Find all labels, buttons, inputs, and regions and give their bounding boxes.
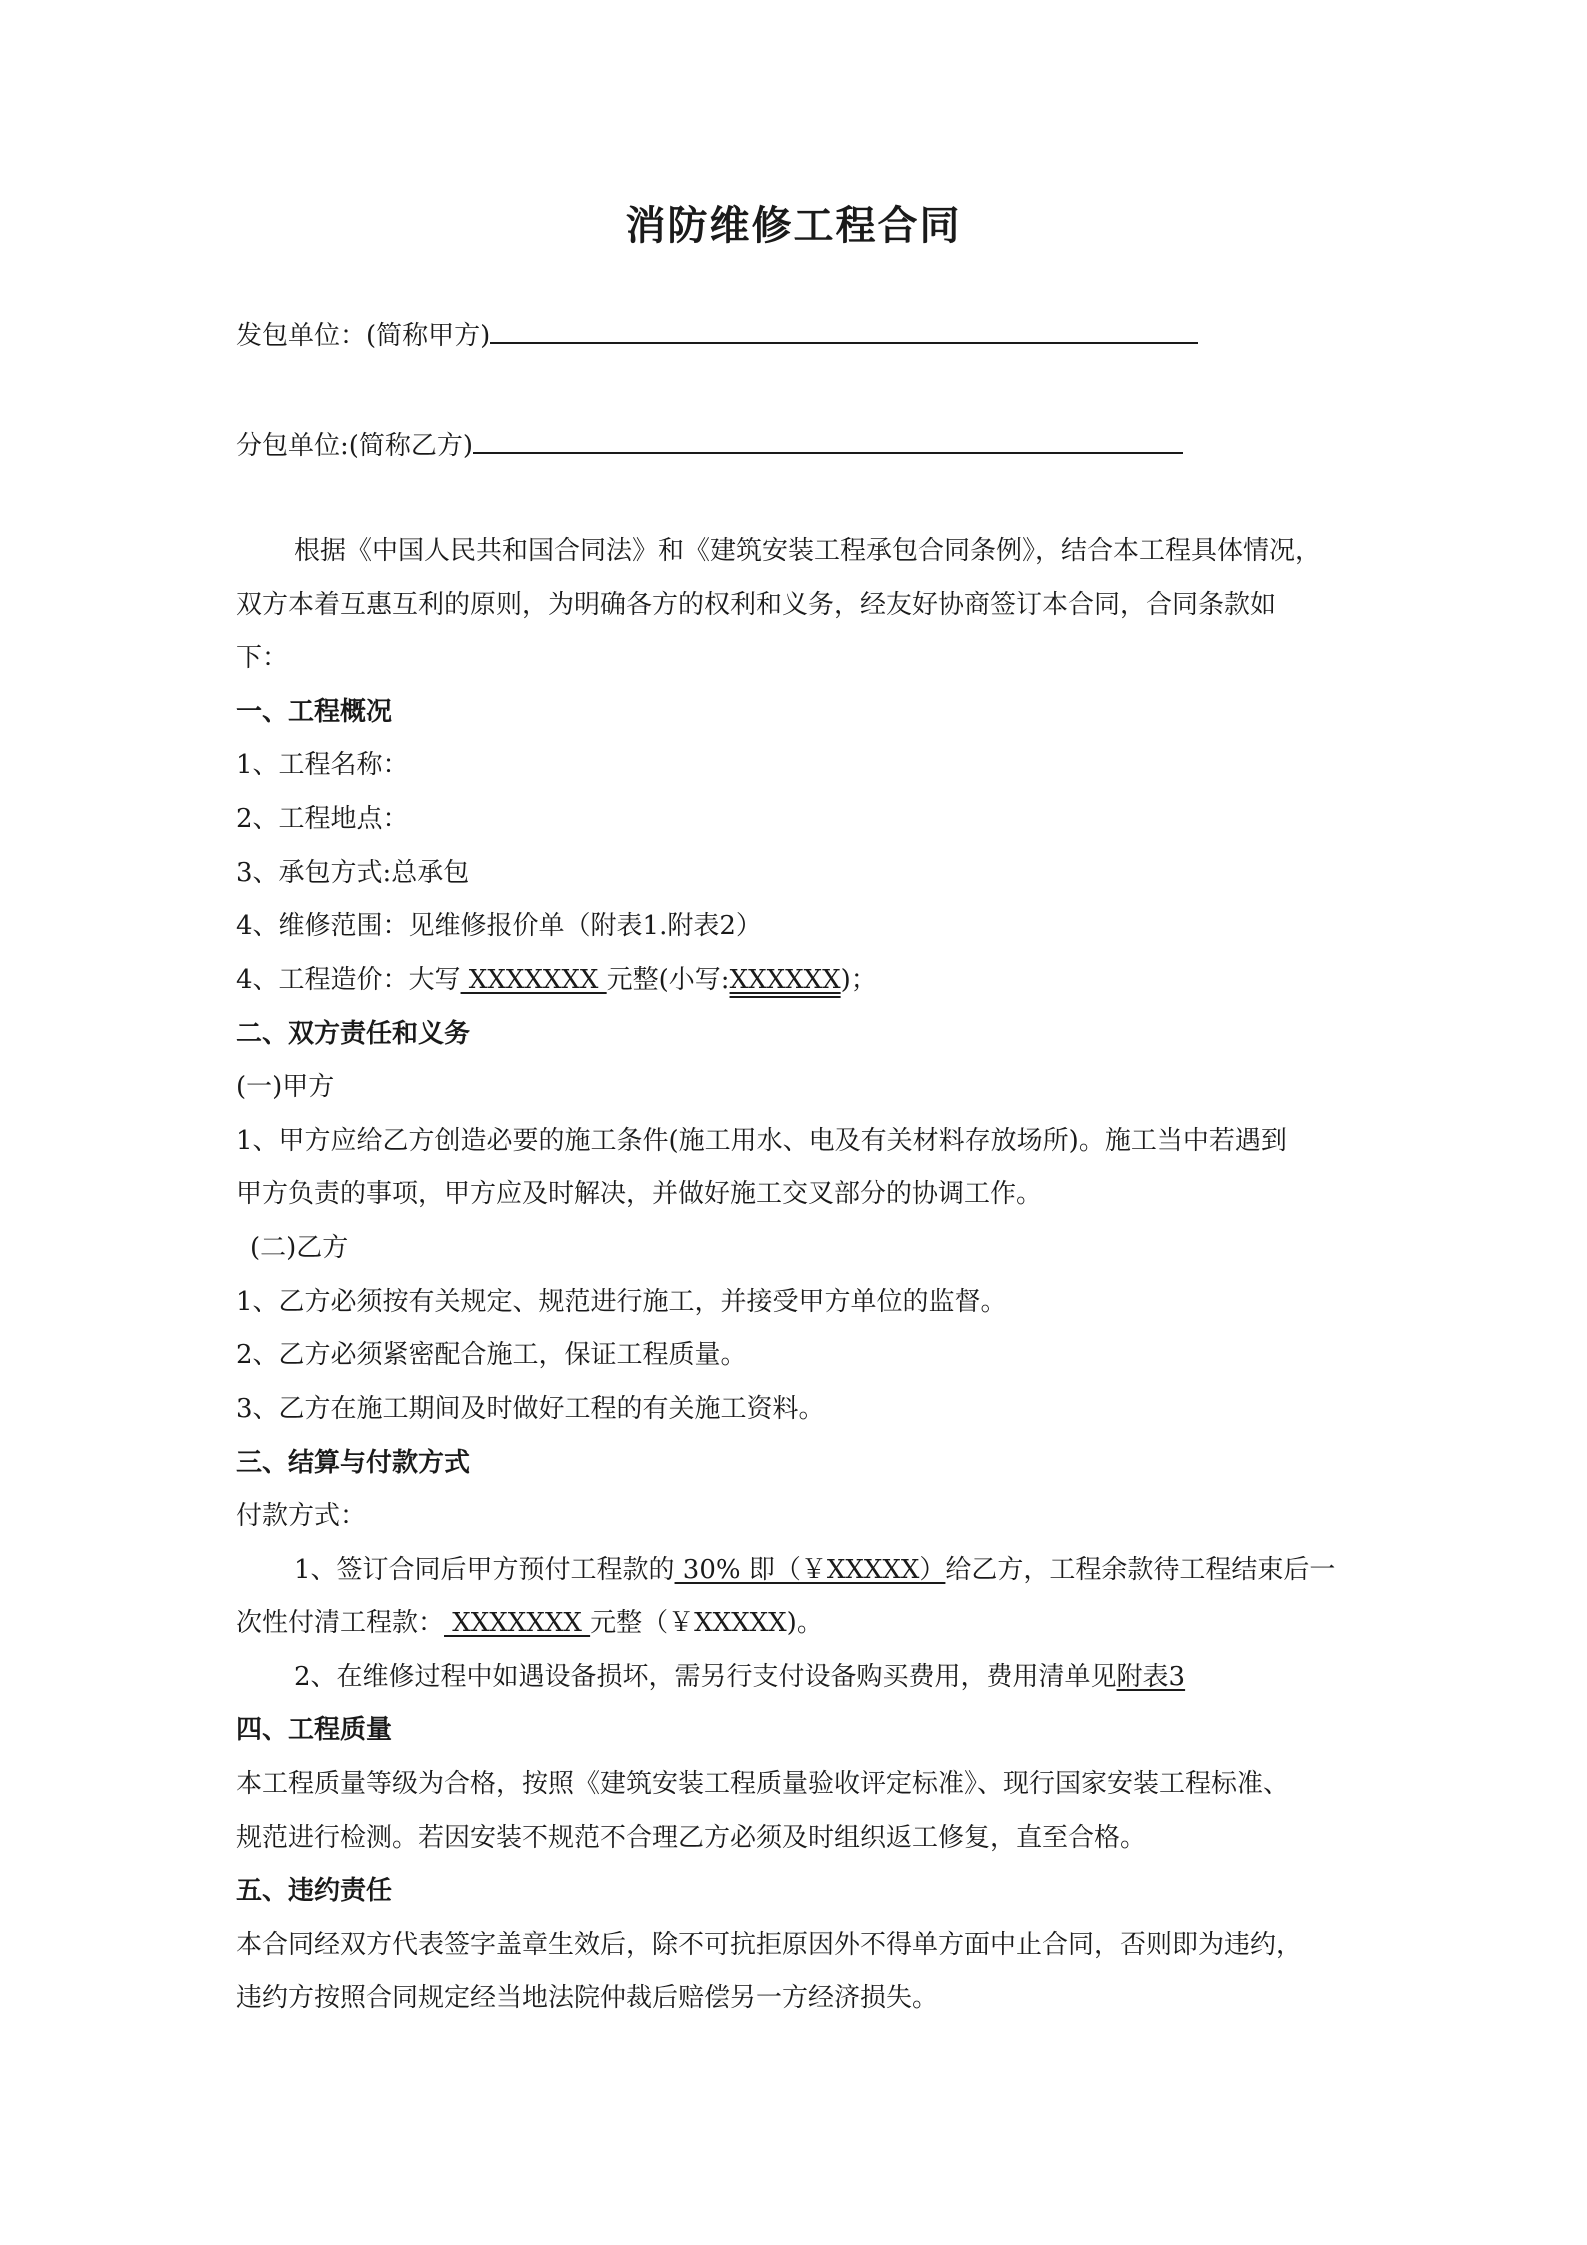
intro-line-3: 下： bbox=[236, 643, 289, 673]
s3-p1-prefix: 1、签订合同后甲方预付工程款的 bbox=[294, 1555, 675, 1585]
s3-p1-line2-prefix: 次性付清工程款： bbox=[236, 1608, 445, 1638]
s1-item-3: 3、承包方式:总承包 bbox=[236, 858, 470, 888]
section-5-heading: 五、违约责任 bbox=[236, 1876, 393, 1906]
party-b-line bbox=[236, 426, 1183, 464]
section-1-heading: 一、工程概况 bbox=[236, 697, 393, 727]
cost-lower-value: XXXXXX bbox=[729, 965, 841, 995]
s3-p1-suffix: 给乙方，工程余款待工程结束后一 bbox=[945, 1555, 1336, 1585]
s4-line-1: 本工程质量等级为合格，按照《建筑安装工程质量验收评定标准》、现行国家安装工程标准、 bbox=[236, 1769, 1290, 1799]
s2-sub-b: (二)乙方 bbox=[250, 1233, 349, 1263]
cost-mid: 元整(小写: bbox=[606, 965, 730, 995]
party-b-label: 分包单位:(简称乙方) bbox=[236, 431, 474, 461]
party-a-label: 发包单位：(简称甲方) bbox=[236, 321, 491, 351]
cost-suffix: )； bbox=[840, 965, 877, 995]
party-b-blank bbox=[473, 426, 1183, 454]
s3-p1-line-2 bbox=[236, 1605, 823, 1641]
page-title: 消防维修工程合同 bbox=[625, 202, 962, 249]
s2-b1: 1、乙方必须按有关规定、规范进行施工，并接受甲方单位的监督。 bbox=[236, 1287, 1007, 1317]
party-a-line bbox=[236, 316, 1198, 354]
s2-b3: 3、乙方在施工期间及时做好工程的有关施工资料。 bbox=[236, 1394, 825, 1424]
intro-line-2: 双方本着互惠互利的原则，为明确各方的权利和义务，经友好协商签订本合同，合同条款如 bbox=[236, 590, 1277, 620]
s1-item-1: 1、工程名称： bbox=[236, 750, 409, 780]
s2-a1-line-1: 1、甲方应给乙方创造必要的施工条件(施工用水、电及有关材料存放场所)。施工当中若遇到 bbox=[236, 1126, 1287, 1156]
party-a-blank bbox=[490, 316, 1198, 344]
section-3-heading: 三、结算与付款方式 bbox=[236, 1448, 471, 1478]
s5-line-1: 本合同经双方代表签字盖章生效后，除不可抗拒原因外不得单方面中止合同，否则即为违约， bbox=[236, 1930, 1303, 1960]
s4-line-2: 规范进行检测。若因安装不规范不合理乙方必须及时组织返工修复，直至合格。 bbox=[236, 1823, 1147, 1853]
s3-p1-line2-suffix: 元整（￥XXXXX)。 bbox=[590, 1608, 823, 1638]
section-2-heading: 二、双方责任和义务 bbox=[236, 1019, 471, 1049]
s3-p2-prefix: 2、在维修过程中如遇设备损坏，需另行支付设备购买费用，费用清单见 bbox=[294, 1662, 1117, 1692]
s2-a1-line-2: 甲方负责的事项，甲方应及时解决，并做好施工交叉部分的协调工作。 bbox=[236, 1179, 1043, 1209]
intro-line-1: 根据《中国人民共和国合同法》和《建筑安装工程承包合同条例》，结合本工程具体情况， bbox=[294, 536, 1322, 566]
s3-method: 付款方式： bbox=[236, 1501, 367, 1531]
s5-line-2: 违约方按照合同规定经当地法院仲裁后赔偿另一方经济损失。 bbox=[236, 1983, 939, 2013]
advance-amount: 30% 即（￥XXXXX） bbox=[674, 1555, 946, 1585]
cost-upper-value: XXXXXXX bbox=[460, 965, 607, 995]
s1-item-2: 2、工程地点： bbox=[236, 804, 409, 834]
section-4-heading: 四、工程质量 bbox=[236, 1715, 393, 1745]
s1-item-4: 4、维修范围：见维修报价单（附表1.附表2） bbox=[236, 911, 762, 941]
s3-p1-line-1 bbox=[294, 1552, 1335, 1588]
cost-prefix: 4、工程造价：大写 bbox=[236, 965, 461, 995]
s1-item-5 bbox=[236, 962, 877, 998]
s2-sub-a: (一)甲方 bbox=[236, 1072, 335, 1102]
total-amount: XXXXXXX bbox=[444, 1608, 591, 1638]
appendix-3-reference: 附表3 bbox=[1116, 1662, 1186, 1692]
s2-b2: 2、乙方必须紧密配合施工，保证工程质量。 bbox=[236, 1340, 747, 1370]
s3-p2 bbox=[294, 1659, 1185, 1695]
